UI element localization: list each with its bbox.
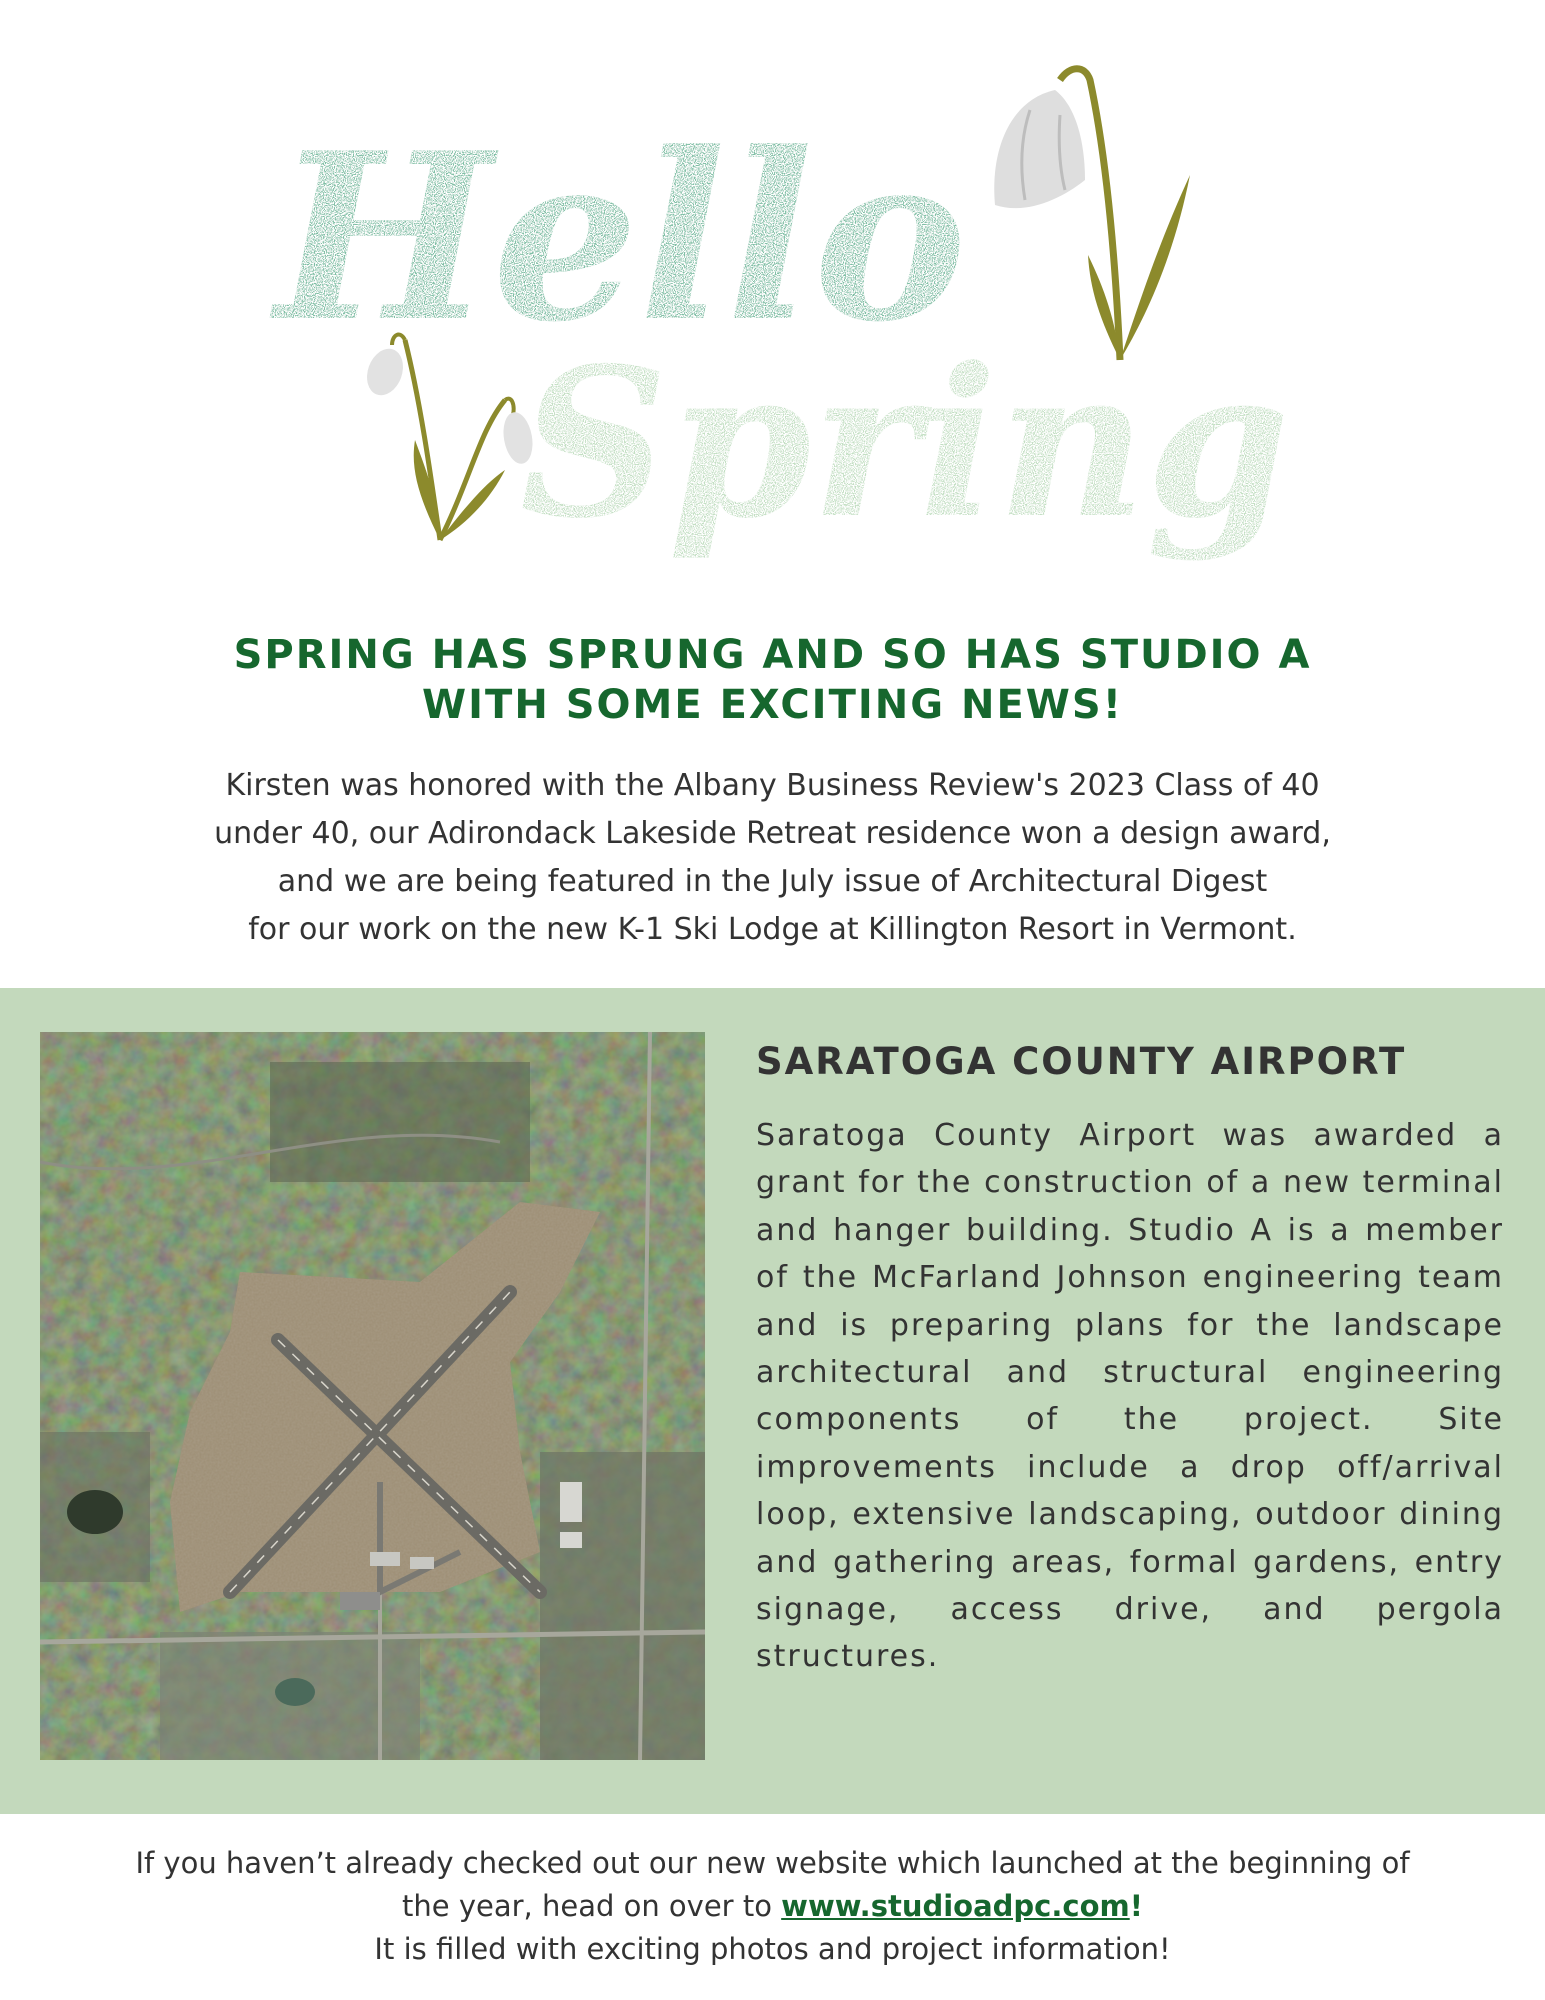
website-link[interactable]: www.studioadpc.com [781,1889,1130,1923]
hero-illustration [0,0,1545,620]
feature-title: SARATOGA COUNTY AIRPORT [756,1040,1407,1083]
feature-section [0,988,1545,1814]
airport-aerial-illustration [40,1032,705,1760]
footer-line-2-suffix: ! [1129,1889,1143,1923]
intro-line-2: under 40, our Adirondack Lakeside Retreat residence won a design award, [214,816,1331,851]
intro-line-3: and we are being featured in the July issue of Architectural Digest [277,864,1268,899]
footer-note [30,1842,1515,1971]
hero-lettering [0,0,1545,620]
intro-line-4: for our work on the new K-1 Ski Lodge at Killington Resort in Vermont. [248,912,1297,947]
intro-line-1: Kirsten was honored with the Albany Business Review's 2023 Class of 40 [225,768,1320,803]
headline-line-2: WITH SOME EXCITING NEWS! [422,682,1123,728]
headline-line-1: SPRING HAS SPRUNG AND SO HAS STUDIO A [233,632,1312,678]
headline [100,630,1445,730]
hero-word-hello: Hello [275,103,967,373]
feature-body: Saratoga County Airport was awarded a grant for the construction of a new terminal and hanger building. Studio A is a member of the McFarland Johnson engineering team and is preparing plans for the landscape architectural and structural engineering components of the project. Site improvements include a drop off/arrival loop, extensive landscaping, outdoor dining and gathering areas, formal gardens, entry signage, access drive, and pergola structures. [756,1118,1504,1675]
footer-line-3: It is filled with exciting photos and project information! [374,1932,1171,1966]
intro-paragraph [60,762,1485,954]
footer-line-2 [30,1885,1515,1928]
footer-line-2-prefix: the year, head on over to [402,1889,772,1923]
footer-line-1: If you haven’t already checked out our new website which launched at the beginning of [135,1846,1410,1880]
snowdrop-right-icon [994,69,1190,360]
airport-aerial-image [40,1032,705,1760]
hero-word-spring: Spring [520,324,1290,564]
